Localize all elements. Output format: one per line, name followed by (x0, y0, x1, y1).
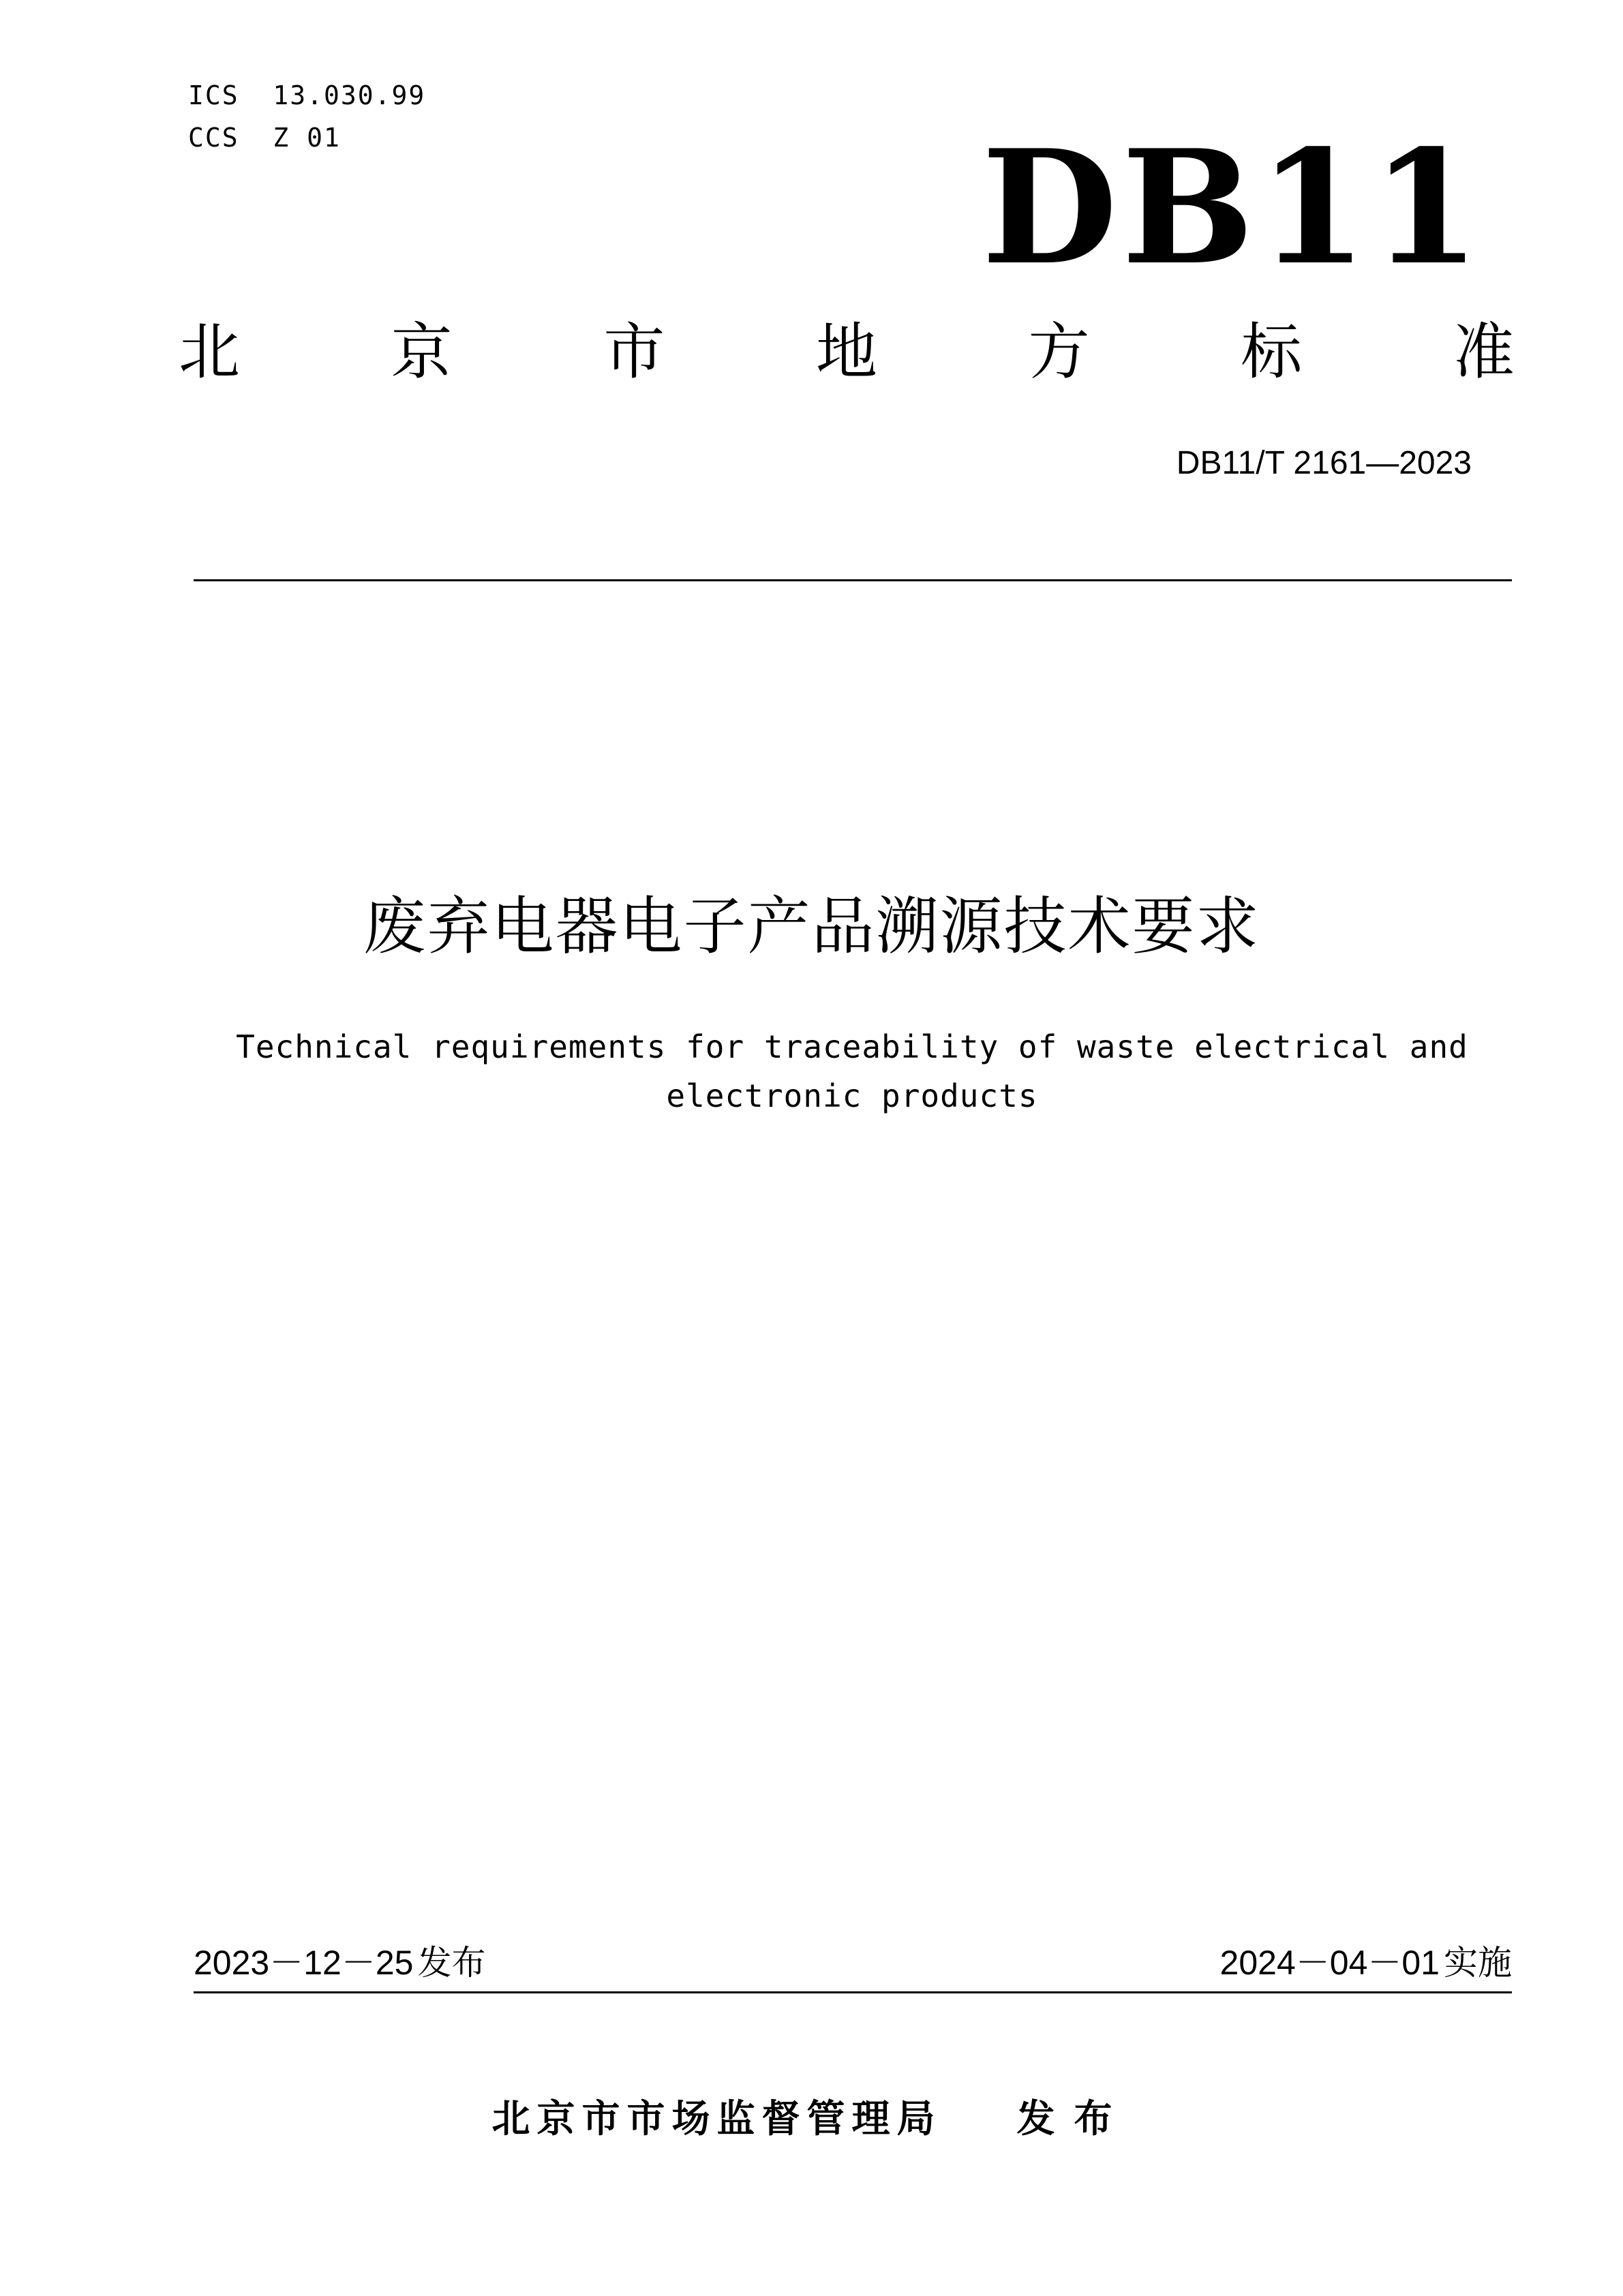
document-title-english (232, 1022, 1472, 1120)
issue-date-value: 2023－12－25 (194, 1944, 414, 1982)
title-english-line-1: Technical requirements for traceability of waste electrical and (236, 1028, 1468, 1065)
implementation-label: 实施 (1444, 1943, 1512, 1983)
implementation-date-value: 2024－04－01 (1219, 1944, 1440, 1982)
title-english-line-2: electronic products (666, 1077, 1038, 1114)
ics-code: ICS 13.030.99 (188, 80, 426, 110)
issue-date (194, 1941, 485, 1985)
header-divider (194, 579, 1512, 581)
standard-type-char: 标 (1241, 316, 1303, 388)
standard-type-char: 京 (391, 316, 453, 388)
issue-label: 发布 (417, 1943, 486, 1983)
standard-type-char: 市 (603, 316, 665, 388)
standard-number: DB11/T 2161—2023 (1176, 445, 1472, 481)
publisher-line (0, 2092, 1623, 2147)
ccs-code: CCS Z 01 (188, 123, 341, 153)
standard-type-char: 方 (1028, 316, 1090, 388)
document-title-chinese: 废弃电器电子产品溯源技术要求 (363, 890, 1260, 963)
standard-type-char: 北 (179, 316, 240, 388)
date-divider (194, 1991, 1512, 1993)
publisher-action: 发布 (1016, 2097, 1132, 2141)
standard-type-char: 准 (1453, 316, 1515, 388)
implementation-date (1220, 1941, 1512, 1985)
db11-standard-mark: DB11 (982, 116, 1485, 300)
publisher-name: 北京市市场监督管理局 (491, 2097, 942, 2141)
standard-type-char: 地 (815, 316, 877, 388)
standard-type-heading (179, 315, 1515, 390)
